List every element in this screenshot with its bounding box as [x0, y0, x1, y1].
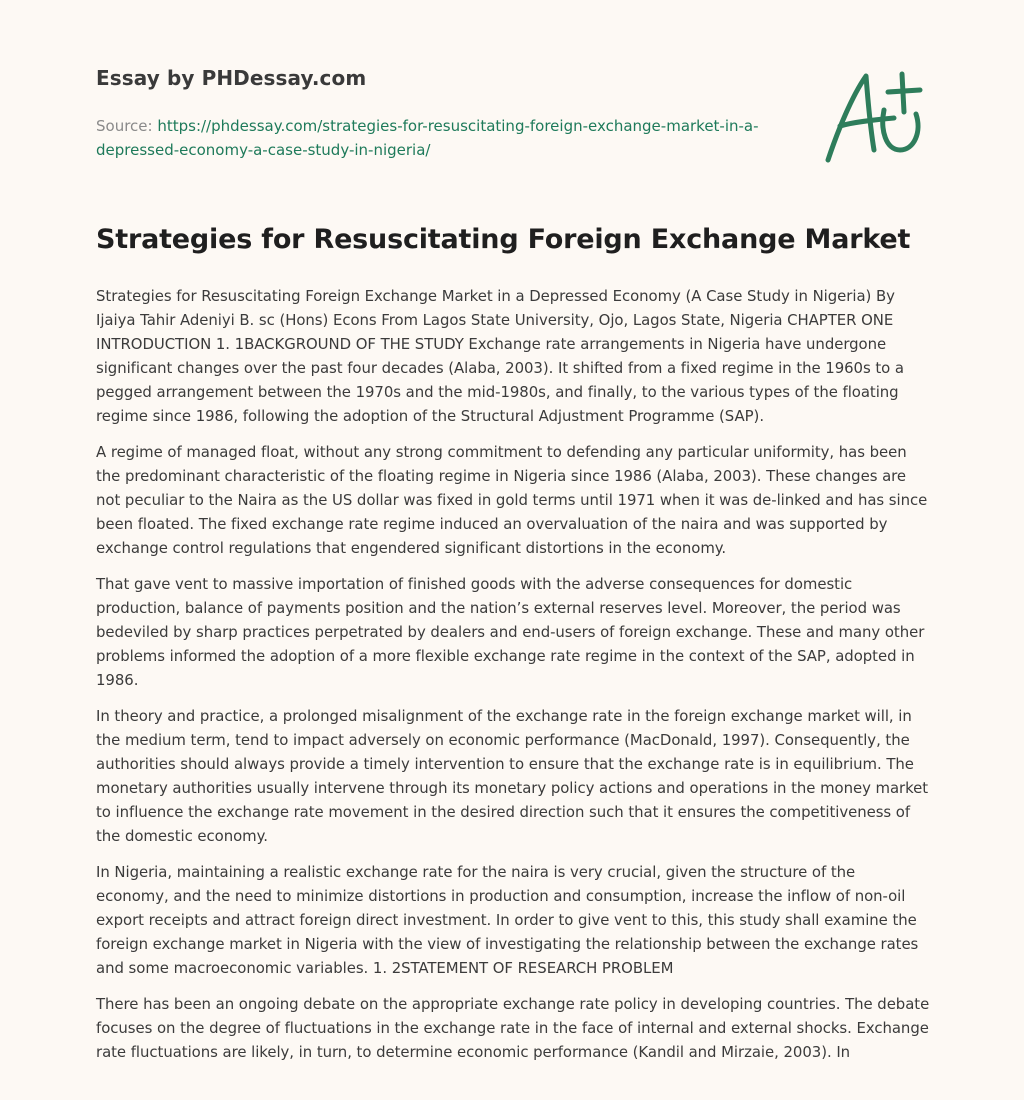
paragraph: That gave vent to massive importation of finished goods with the adverse consequences for domestic production, balance of payments position and the nation’s external reserves level. Moreover, the period was bedeviled by sharp practices perpetrated by dealers and end-users of foreign exchange. These and many other problems informed the adoption of a more flexible exchange rate regime in the context of the SAP, adopted in 1986.: [96, 575, 925, 689]
paragraph: Strategies for Resuscitating Foreign Exchange Market in a Depressed Economy (A Case Study in Nigeria) By Ijaiya Tahir Adeniyi B. sc (Hons) Econs From Lagos State University, Ojo, Lagos State, Nigeria CHAPTER ONE INTRODUCTION 1. 1BACKGROUND OF THE STUDY Exchange rate arrangements in Nigeria have undergone significant changes over the past four decades (Alaba, 2003). It shifted from a fixed regime in the 1960s to a pegged arrangement between the 1970s and the mid-1980s, and finally, to the various types of the floating regime since 1986, following the adoption of the Structural Adjustment Programme (SAP).: [96, 287, 904, 425]
brand-name: Essay by PHDessay.com: [96, 66, 367, 90]
essay-title: Strategies for Resuscitating Foreign Exchange Market: [96, 224, 911, 255]
page-header: [96, 66, 796, 162]
paragraph: A regime of managed float, without any strong commitment to defending any particular uniformity, has been the predominant characteristic of the floating regime in Nigeria since 1986 (Alaba, 2003). These changes are not peculiar to the Naira as the US dollar was fixed in gold terms until 1971 when it was de-linked and has since been floated. The fixed exchange rate regime induced an overvaluation of the naira and was supported by exchange control regulations that engendered significant distortions in the economy.: [96, 443, 928, 557]
source-label: Source:: [96, 117, 158, 135]
paragraph: There has been an ongoing debate on the appropriate exchange rate policy in developing countries. The debate focuses on the degree of fluctuations in the exchange rate in the face of internal and external shocks. Exchange rate fluctuations are likely, in turn, to determine economic performance (Kandil and Mirzaie, 2003). In: [96, 995, 930, 1061]
paragraph: In Nigeria, maintaining a realistic exchange rate for the naira is very crucial, given the structure of the economy, and the need to minimize distortions in production and consumption, increase the inflow of non-oil export receipts and attract foreign direct investment. In order to give vent to this, this study shall examine the foreign exchange market in Nigeria with the view of investigating the relationship between the exchange rates and some macroeconomic variables. 1. 2STATEMENT OF RESEARCH PROBLEM: [96, 863, 919, 977]
a-plus-logo-graphic: [818, 64, 930, 164]
source-line: [96, 114, 796, 162]
paragraph: In theory and practice, a prolonged misalignment of the exchange rate in the foreign exchange market will, in the medium term, tend to impact adversely on economic performance (MacDonald, 1997). Consequently, the authorities should always provide a timely intervention to ensure that the exchange rate is in equilibrium. The monetary authorities usually intervene through its monetary policy actions and operations in the money market to influence the exchange rate movement in the desired direction such that it ensures the competitiveness of the domestic economy.: [96, 707, 929, 845]
a-plus-logo-icon: [818, 64, 930, 164]
essay-body: [96, 284, 930, 1076]
source-link[interactable]: https://phdessay.com/strategies-for-resuscitating-foreign-exchange-market-in-a-depressed-economy-a-case-study-in-nigeria/: [96, 117, 759, 159]
